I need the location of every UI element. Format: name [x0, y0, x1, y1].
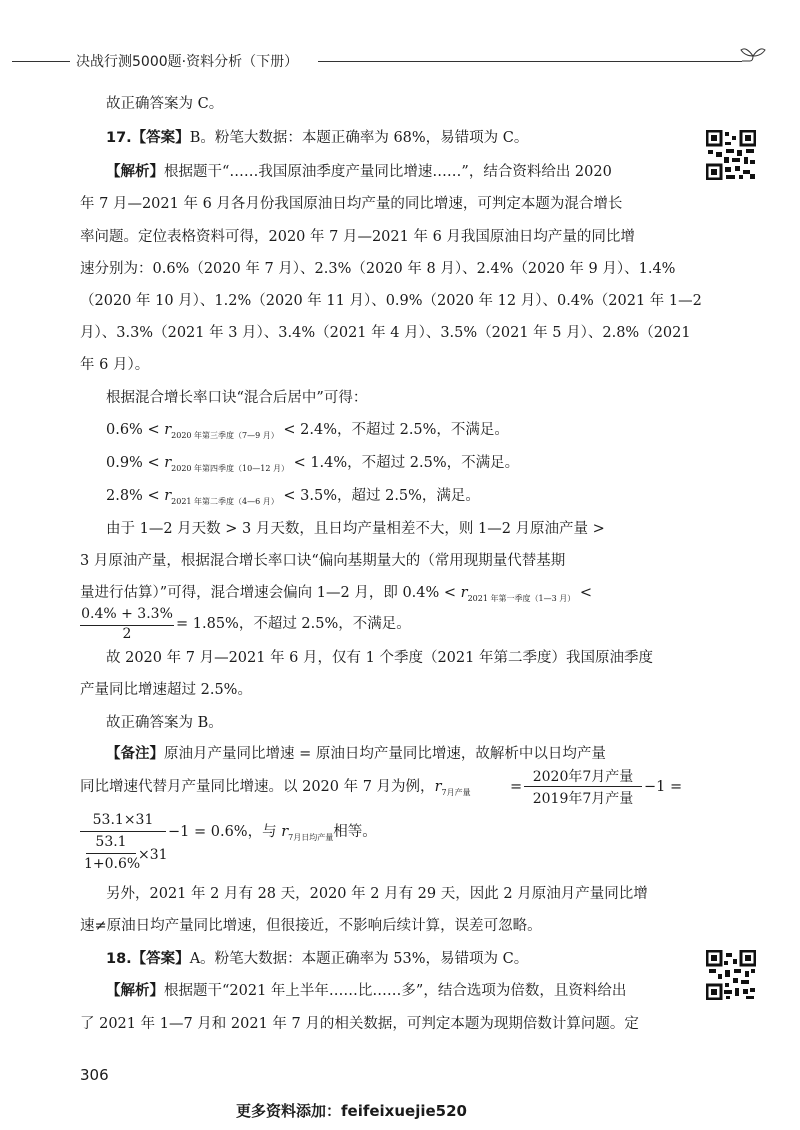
text-span: −1 = 0.6%，与 — [168, 824, 277, 840]
fraction-numerator: 53.1×31 — [92, 812, 154, 828]
inner-fraction-bar — [86, 853, 136, 854]
answer-text: A。粉笔大数据：本题正确率为 53%，易错项为 C。 — [189, 951, 529, 967]
inequality-left: 0.9% < — [106, 455, 160, 471]
paragraph-line: 另外，2021 年 2 月有 28 天，2020 年 2 月有 29 天，因此 2 月原油月产量同比增 — [106, 886, 648, 902]
text-span: 相等。 — [333, 824, 377, 840]
inequality-line — [106, 453, 519, 479]
rate-subscript: 2020 年第四季度（10—12 月） — [171, 463, 289, 473]
note-line — [106, 744, 606, 764]
inequality-left: 0.6% < — [106, 422, 160, 438]
analysis-text: 根据题干“……我国原油季度产量同比增速……”，结合资料给出 2020 — [164, 164, 612, 180]
inner-multiplier: ×31 — [138, 847, 168, 863]
page-number: 306 — [80, 1066, 109, 1084]
text-span: 同比增速代替月产量同比增速。以 2020 年 7 月为例， — [80, 779, 435, 795]
paragraph-line: 年 7 月—2021 年 6 月各月份我国原油日均产量的同比增速，可判定本题为混合增长 — [80, 196, 623, 212]
header-rule-left — [12, 61, 70, 62]
analysis-text: 根据题干“2021 年上半年……比……多”，结合选项为倍数，且资料给出 — [164, 983, 627, 999]
inequality-line — [106, 420, 509, 446]
paragraph-line: 了 2021 年 1—7 月和 2021 年 7 月的相关数据，可判定本题为现期倍数计算问题。定 — [80, 1016, 639, 1032]
inner-denominator: 1+0.6% — [84, 856, 141, 872]
answer-label: 18.【答案】 — [106, 951, 190, 967]
rate-subscript: 7月产量 — [441, 787, 471, 797]
inequality-right: < 3.5%，超过 2.5%，满足。 — [283, 488, 480, 504]
footer-note: 更多资料添加：feifeixuejie520 — [236, 1102, 467, 1120]
equation-rest — [168, 822, 377, 848]
inner-numerator: 53.1 — [95, 834, 127, 850]
paragraph-line — [80, 583, 592, 609]
fraction-denominator: 2 — [122, 626, 132, 642]
text-span: < — [579, 585, 592, 601]
answer-line — [106, 128, 528, 148]
fraction-bar — [80, 831, 166, 832]
analysis-label: 【解析】 — [106, 164, 164, 180]
running-header — [0, 44, 800, 74]
rate-symbol: r — [434, 779, 442, 795]
paragraph-line: 由于 1—2 月天数 > 3 月天数，且日均产量相差不大，则 1—2 月原油产量 > — [106, 521, 605, 537]
paragraph-line: 故正确答案为 C。 — [106, 96, 224, 112]
rate-symbol: r — [460, 585, 468, 601]
rate-symbol: r — [164, 422, 172, 438]
rate-subscript: 2021 年第一季度（1—3 月） — [467, 593, 576, 603]
paragraph-line: 年 6 月）。 — [80, 357, 150, 373]
paragraph-line: 月）、3.3%（2021 年 3 月）、3.4%（2021 年 4 月）、3.5%（2021 年 5 月）、2.8%（2021 — [80, 325, 691, 341]
answer-label: 17.【答案】 — [106, 130, 190, 146]
equals-sign: = — [510, 779, 523, 795]
answer-text: B。粉笔大数据：本题正确率为 68%，易错项为 C。 — [189, 130, 529, 146]
rate-symbol: r — [164, 455, 172, 471]
analysis-line — [106, 162, 612, 182]
paragraph-line: 产量同比增速超过 2.5%。 — [80, 682, 252, 698]
fraction-denominator: 2019年7月产量 — [532, 791, 634, 807]
paragraph-line: 3 月原油产量，根据混合增长率口诀“偏向基期量大的（常用现期量代替基期 — [80, 553, 566, 569]
paragraph-line — [80, 777, 471, 803]
qr-code-icon[interactable] — [706, 950, 756, 1000]
paragraph-line: 速分别为：0.6%（2020 年 7 月）、2.3%（2020 年 8 月）、2.4%（2020 年 9 月）、1.4% — [80, 261, 676, 277]
inequality-line — [106, 486, 480, 512]
fraction-numerator: 2020年7月产量 — [532, 769, 634, 785]
note-label: 【备注】 — [106, 746, 164, 762]
paragraph-line: 速≠原油日均产量同比增速，但很接近，不影响后续计算，误差可忽略。 — [80, 918, 542, 934]
equation-rest: −1 = — [644, 779, 683, 795]
answer-line — [106, 949, 528, 969]
paragraph-line: 故正确答案为 B。 — [106, 715, 223, 731]
rate-subscript: 7月日均产量 — [288, 832, 334, 842]
header-rule-right — [318, 61, 742, 62]
sprout-icon — [738, 44, 768, 72]
paragraph-line: （2020 年 10 月）、1.2%（2020 年 11 月）、0.9%（2020 年 12 月）、0.4%（2021 年 1—2 — [80, 293, 702, 309]
equation-rest: = 1.85%，不超过 2.5%，不满足。 — [176, 616, 411, 632]
paragraph-line: 根据混合增长率口诀“混合后居中”可得： — [106, 390, 368, 406]
inequality-right: < 1.4%，不超过 2.5%，不满足。 — [293, 455, 520, 471]
text-span: 量进行估算）”可得，混合增速会偏向 1—2 月，即 0.4% < — [80, 585, 457, 601]
analysis-label: 【解析】 — [106, 983, 164, 999]
note-text: 原油月产量同比增速 = 原油日均产量同比增速，故解析中以日均产量 — [164, 746, 606, 762]
rate-symbol: r — [164, 488, 172, 504]
paragraph-line: 率问题。定位表格资料可得，2020 年 7 月—2021 年 6 月我国原油日均产量的同比增 — [80, 229, 635, 245]
qr-code-icon[interactable] — [706, 130, 756, 180]
fraction-bar — [524, 786, 642, 787]
inequality-right: < 2.4%，不超过 2.5%，不满足。 — [283, 422, 509, 438]
rate-symbol: r — [281, 824, 289, 840]
rate-subscript: 2021 年第二季度（4—6 月） — [171, 496, 279, 506]
paragraph-line: 故 2020 年 7 月—2021 年 6 月，仅有 1 个季度（2021 年第二季度）我国原油季度 — [106, 650, 653, 666]
fraction-numerator: 0.4% + 3.3% — [81, 606, 173, 622]
inequality-left: 2.8% < — [106, 488, 160, 504]
rate-subscript: 2020 年第三季度（7—9 月） — [171, 430, 279, 440]
header-title: 决战行测5000题·资料分析（下册） — [76, 54, 299, 70]
analysis-line — [106, 981, 626, 1001]
